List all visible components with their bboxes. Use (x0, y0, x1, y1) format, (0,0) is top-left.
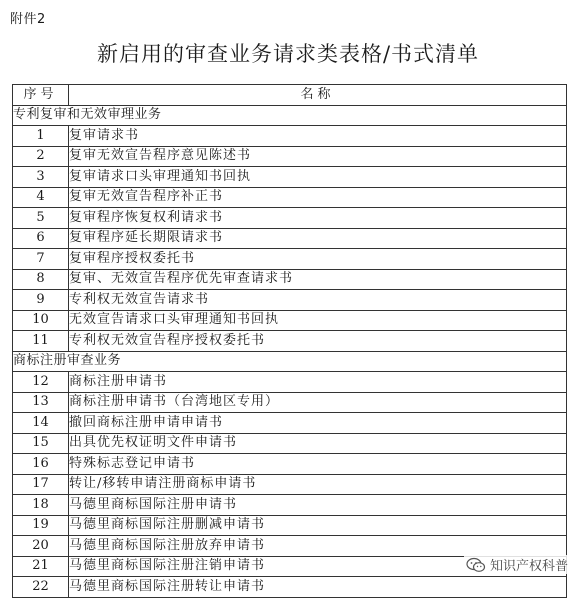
row-form-name: 马德里商标国际注册放弃申请书 (69, 536, 567, 557)
row-number: 19 (13, 515, 69, 536)
row-form-name: 复审无效宣告程序意见陈述书 (69, 146, 567, 167)
column-header-no: 序号 (13, 85, 69, 106)
table-row (13, 433, 567, 454)
table-row (13, 249, 567, 270)
row-form-name: 马德里商标国际注册注销申请书 (69, 556, 567, 577)
row-number: 22 (13, 577, 69, 598)
row-number: 18 (13, 495, 69, 516)
section-title: 专利复审和无效审理业务 (13, 105, 567, 126)
attachment-label: 附件2 (10, 12, 46, 27)
table-row (13, 474, 567, 495)
watermark (464, 555, 570, 574)
row-number: 17 (13, 474, 69, 495)
row-number: 11 (13, 331, 69, 352)
table-row (13, 454, 567, 475)
row-form-name: 商标注册申请书（台湾地区专用） (69, 392, 567, 413)
row-form-name: 转让/移转申请注册商标申请书 (69, 474, 567, 495)
section-row (13, 105, 567, 126)
table-row (13, 208, 567, 229)
row-number: 4 (13, 187, 69, 208)
row-form-name: 商标注册申请书 (69, 372, 567, 393)
row-number: 20 (13, 536, 69, 557)
row-form-name: 复审无效宣告程序补正书 (69, 187, 567, 208)
table-row (13, 413, 567, 434)
row-form-name: 复审程序授权委托书 (69, 249, 567, 270)
row-form-name: 无效宣告请求口头审理通知书回执 (69, 310, 567, 331)
table-row (13, 290, 567, 311)
table-row (13, 392, 567, 413)
row-form-name: 复审请求口头审理通知书回执 (69, 167, 567, 188)
table-row (13, 146, 567, 167)
table-row (13, 331, 567, 352)
row-form-name: 复审程序恢复权利请求书 (69, 208, 567, 229)
row-form-name: 特殊标志登记申请书 (69, 454, 567, 475)
row-number: 7 (13, 249, 69, 270)
row-form-name: 马德里商标国际注册转让申请书 (69, 577, 567, 598)
table-row (13, 126, 567, 147)
table-row (13, 536, 567, 557)
row-number: 1 (13, 126, 69, 147)
row-form-name: 复审、无效宣告程序优先审查请求书 (69, 269, 567, 290)
row-number: 12 (13, 372, 69, 393)
table-row (13, 187, 567, 208)
row-form-name: 撤回商标注册申请申请书 (69, 413, 567, 434)
row-number: 9 (13, 290, 69, 311)
row-number: 14 (13, 413, 69, 434)
row-number: 16 (13, 454, 69, 475)
document-title: 新启用的审查业务请求类表格/书式清单 (96, 42, 480, 66)
forms-table (12, 84, 567, 598)
table-row (13, 515, 567, 536)
row-form-name: 专利权无效宣告程序授权委托书 (69, 331, 567, 352)
wechat-icon (466, 557, 486, 573)
row-number: 6 (13, 228, 69, 249)
table-header-row (13, 85, 567, 106)
table-row (13, 228, 567, 249)
table-row (13, 167, 567, 188)
section-row (13, 351, 567, 372)
row-form-name: 专利权无效宣告请求书 (69, 290, 567, 311)
table-body (13, 105, 567, 597)
row-number: 13 (13, 392, 69, 413)
row-number: 2 (13, 146, 69, 167)
table-row (13, 310, 567, 331)
row-form-name: 复审程序延长期限请求书 (69, 228, 567, 249)
table-row (13, 577, 567, 598)
row-number: 8 (13, 269, 69, 290)
section-title: 商标注册审查业务 (13, 351, 567, 372)
row-number: 15 (13, 433, 69, 454)
column-header-name: 名称 (69, 85, 567, 106)
row-form-name: 马德里商标国际注册删减申请书 (69, 515, 567, 536)
row-number: 3 (13, 167, 69, 188)
table-row (13, 372, 567, 393)
row-form-name: 马德里商标国际注册申请书 (69, 495, 567, 516)
row-number: 5 (13, 208, 69, 229)
table-row (13, 495, 567, 516)
row-form-name: 出具优先权证明文件申请书 (69, 433, 567, 454)
row-form-name: 复审请求书 (69, 126, 567, 147)
row-number: 10 (13, 310, 69, 331)
table-row (13, 269, 567, 290)
watermark-text: 知识产权科普 (489, 559, 568, 574)
row-number: 21 (13, 556, 69, 577)
